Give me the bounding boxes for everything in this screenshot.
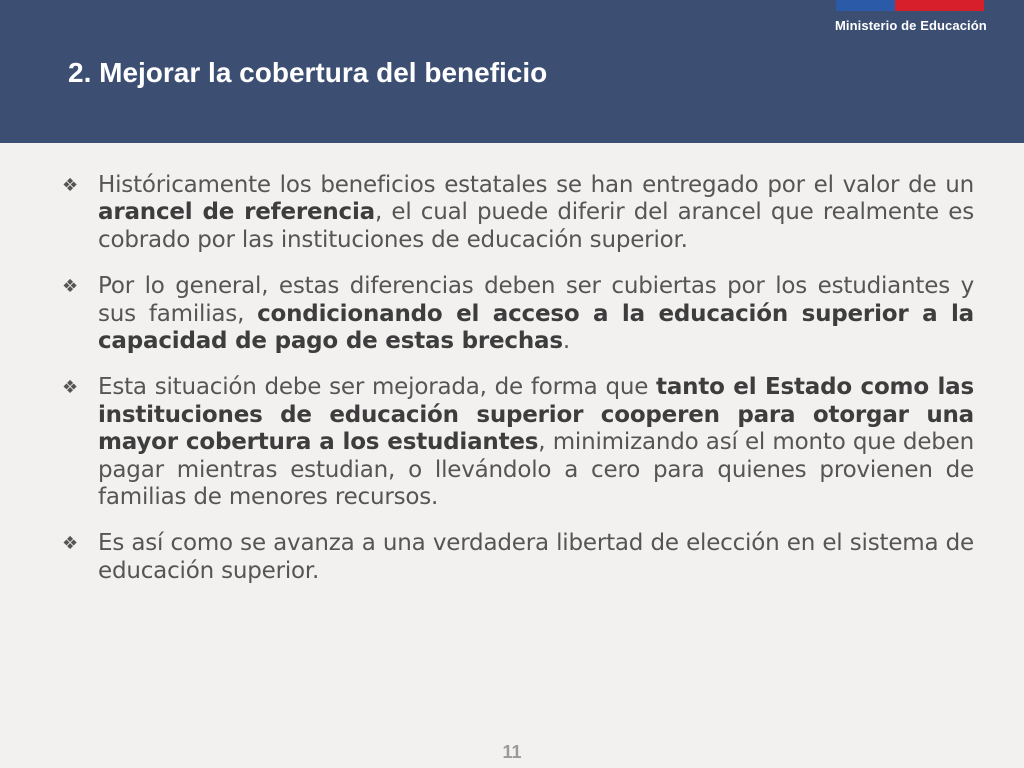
diamond-bullet-icon: ❖ — [62, 533, 79, 555]
bullet-text-run: , minimizando así el monto que deben pagar mientras estudian, o llevándolo a cero para quienes provienen de familias de menores recursos. — [98, 429, 974, 511]
flag-blue-segment — [836, 0, 895, 11]
diamond-bullet-icon: ❖ — [62, 377, 79, 399]
slide-title: 2. Mejorar la cobertura del beneficio — [68, 57, 548, 88]
bullet-text — [98, 172, 974, 254]
ministry-logo-text: Ministerio de Educación — [835, 18, 987, 33]
bullet-text — [98, 273, 974, 355]
bullet-text-run: Históricamente los beneficios estatales se han entregado por el valor de un — [98, 172, 974, 198]
bullet-text-bold-run: condicionando el acceso a la educación superior a la capacidad de pago de estas brechas — [98, 300, 974, 355]
flag-red-segment — [895, 0, 984, 11]
bullet-item — [62, 530, 974, 585]
bullet-text-bold-run: arancel de referencia — [98, 199, 375, 226]
diamond-bullet-icon: ❖ — [62, 276, 79, 298]
slide-content — [62, 172, 974, 604]
bullet-item — [62, 172, 974, 254]
page-number: 11 — [502, 742, 522, 762]
bullet-text — [98, 374, 974, 511]
bullet-text-run: . — [562, 328, 570, 355]
bullet-text-run: , el cual puede diferir del arancel que realmente es cobrado por las instituciones de educación superior. — [98, 199, 974, 253]
bullet-text-run: Esta situación debe ser mejorada, de forma que — [98, 374, 657, 401]
bullet-item — [62, 273, 974, 355]
bullet-text-run: Por lo general, estas diferencias deben ser cubiertas por los estudiantes y sus familias, — [98, 273, 974, 327]
flag-stripe — [836, 0, 984, 11]
bullet-text — [98, 530, 974, 585]
bullet-item — [62, 374, 974, 511]
diamond-bullet-icon: ❖ — [62, 175, 79, 196]
bullet-text-bold-run: tanto el Estado como las instituciones de educación superior cooperen para otorgar una mayor cobertura a los estudiantes — [98, 374, 974, 456]
bullet-text-run: Es así como se avanza a una verdadera libertad de elección en el sistema de educación superior. — [98, 530, 974, 584]
slide-header — [0, 0, 1024, 143]
